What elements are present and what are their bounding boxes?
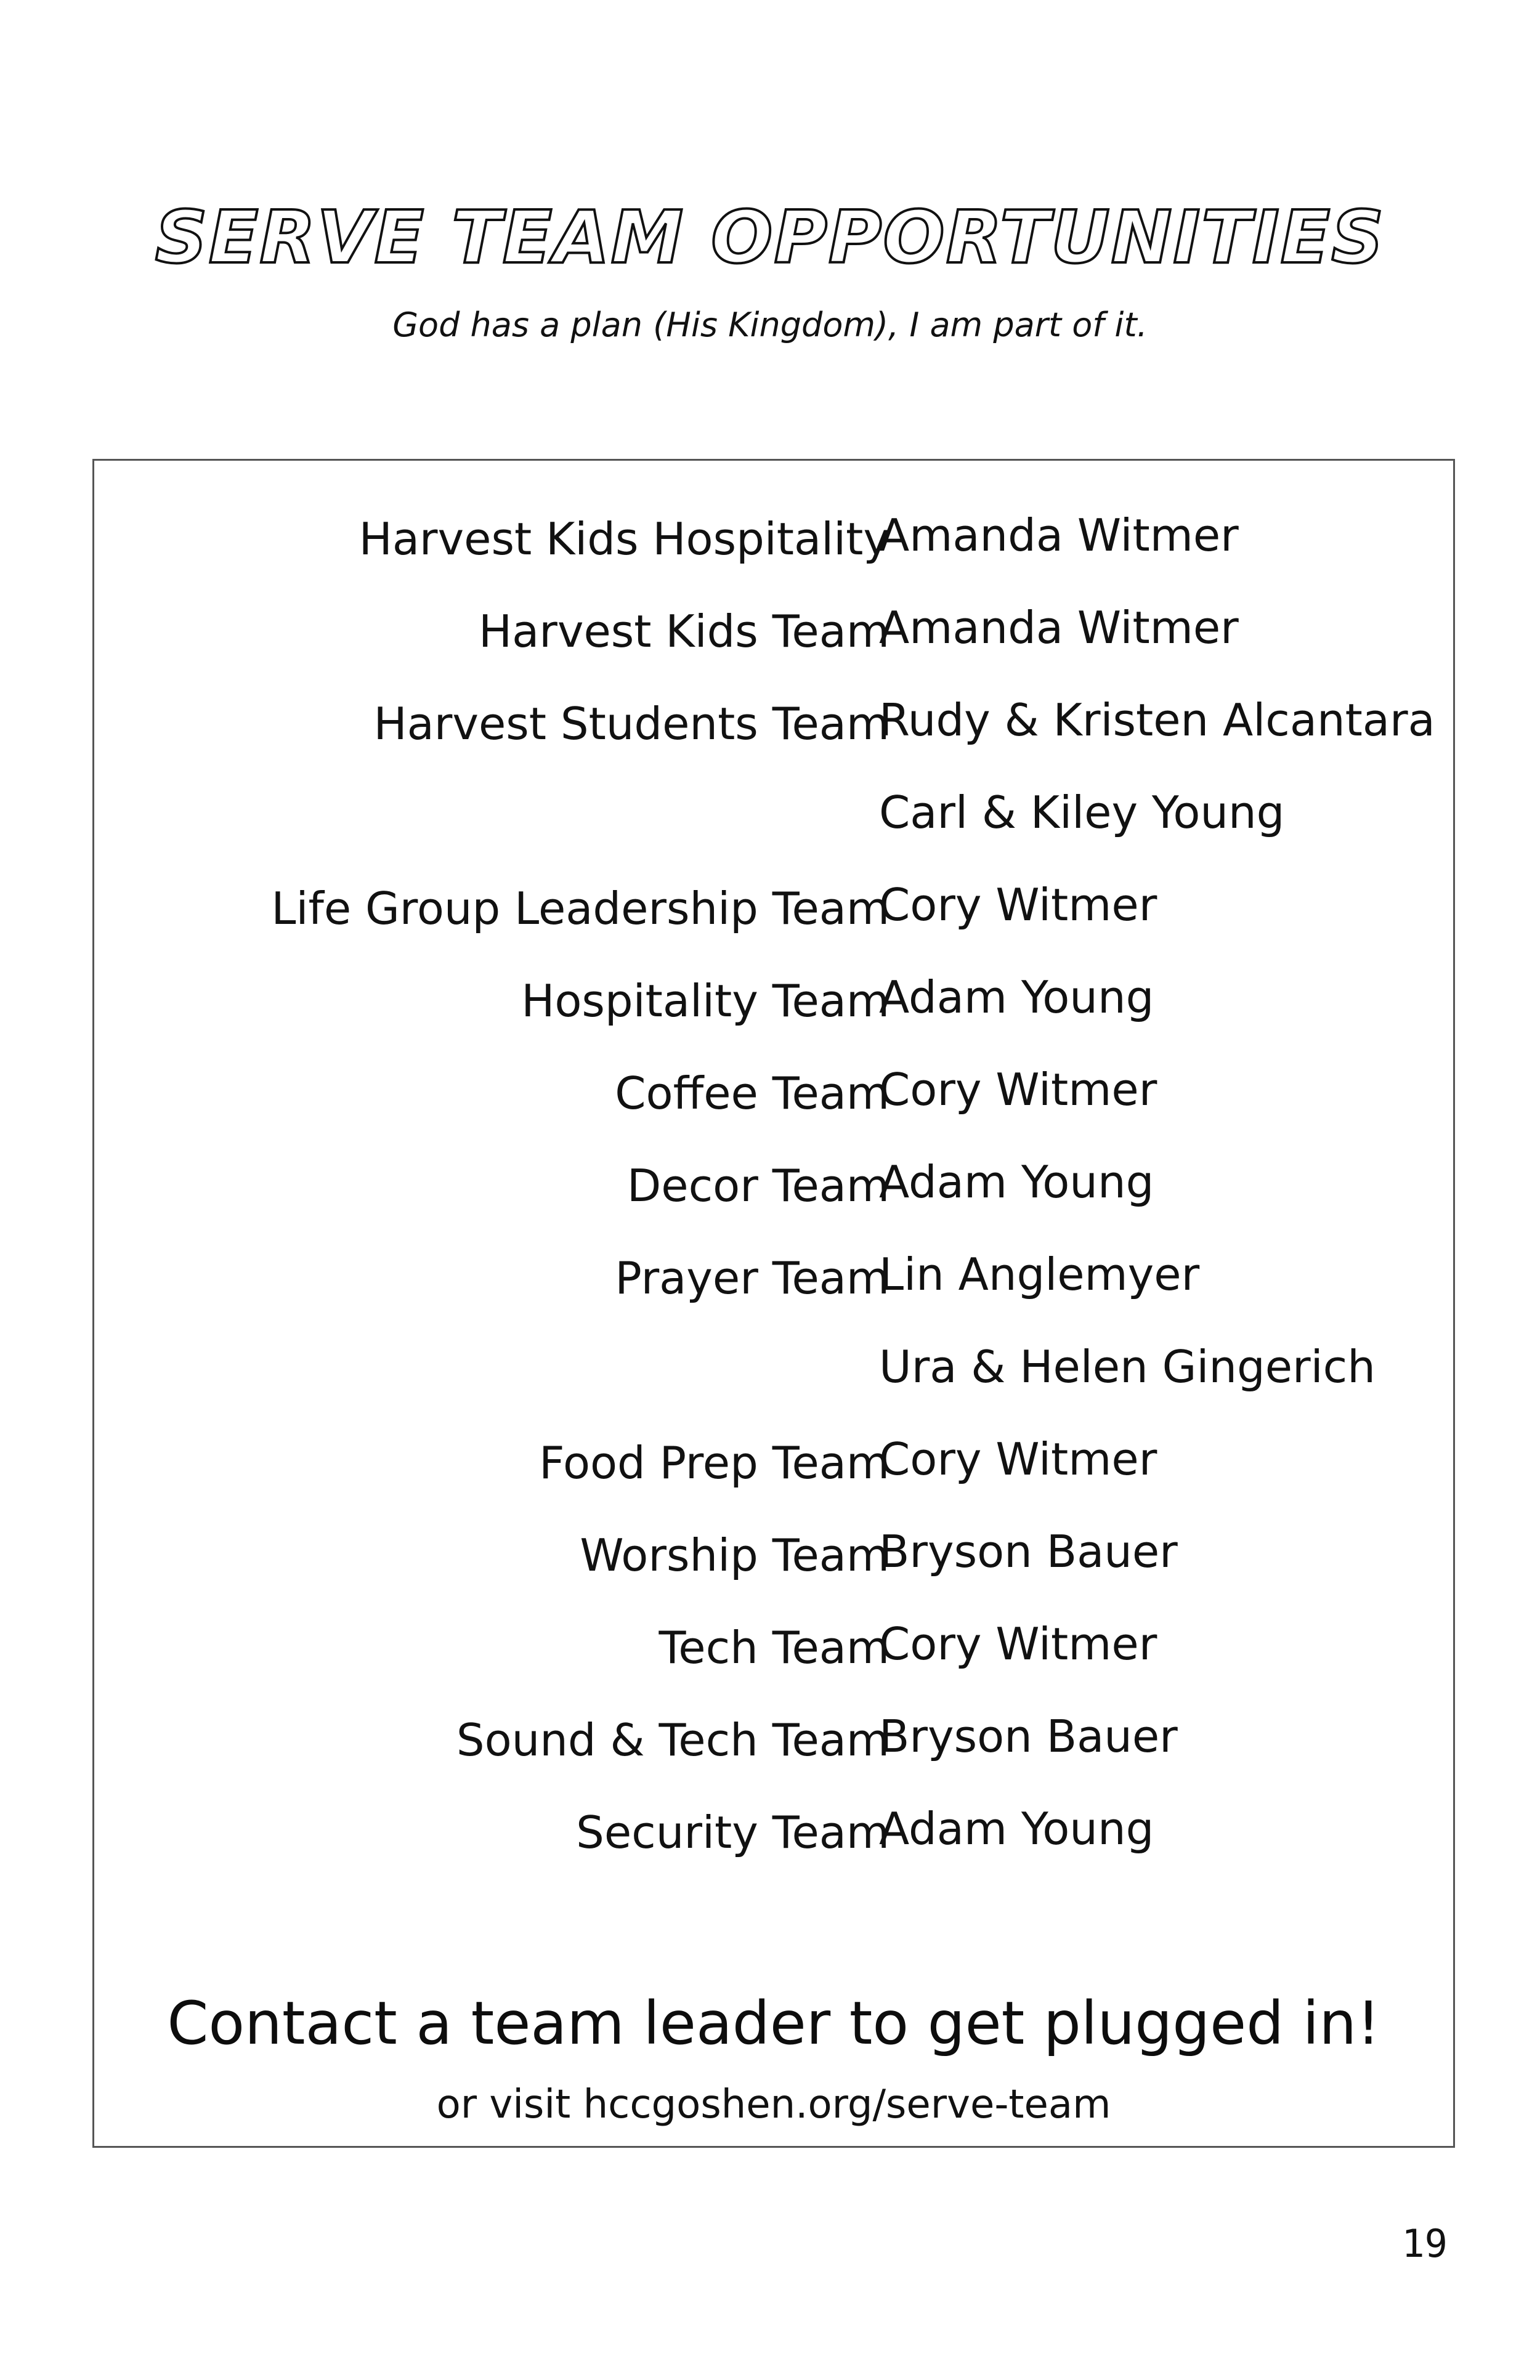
team-row [92, 1343, 1455, 1435]
team-leader: Amanda Witmer [879, 509, 1239, 561]
team-name: Hospitality Team [521, 975, 890, 1027]
team-row [92, 1712, 1455, 1805]
team-leader: Cory Witmer [879, 1618, 1157, 1670]
team-name: Prayer Team [615, 1252, 890, 1304]
team-row [92, 788, 1455, 881]
team-leader: Rudy & Kristen Alcantara [879, 694, 1435, 746]
team-leader: Bryson Bauer [879, 1710, 1178, 1762]
team-row [92, 973, 1455, 1066]
website-note: or visit hccgoshen.org/serve-team [436, 2082, 1111, 2127]
team-leader: Cory Witmer [879, 1433, 1157, 1485]
team-name: Food Prep Team [539, 1437, 890, 1489]
team-leader: Cory Witmer [879, 879, 1157, 931]
team-row [92, 1158, 1455, 1250]
team-row [92, 696, 1455, 788]
team-name: Tech Team [659, 1622, 890, 1674]
team-name: Harvest Kids Team [478, 605, 890, 657]
page-title: SERVE TEAM OPPORTUNITIES [155, 195, 1385, 280]
team-name: Decor Team [626, 1160, 890, 1212]
team-list [92, 511, 1455, 1897]
team-leader: Adam Young [879, 1803, 1154, 1855]
team-leader: Amanda Witmer [879, 602, 1239, 654]
team-name: Harvest Students Team [373, 698, 890, 750]
team-leader: Lin Anglemyer [879, 1249, 1200, 1300]
team-leader: Ura & Helen Gingerich [879, 1341, 1376, 1393]
team-name: Sound & Tech Team [456, 1714, 890, 1766]
team-row [92, 604, 1455, 696]
team-row [92, 1435, 1455, 1528]
contact-call-to-action: Contact a team leader to get plugged in! [167, 1989, 1380, 2058]
team-row [92, 1250, 1455, 1343]
team-name: Life Group Leadership Team [271, 883, 890, 934]
page-subtitle: God has a plan (His Kingdom), I am part of it. [392, 306, 1148, 344]
team-name: Coffee Team [615, 1067, 890, 1119]
team-leader: Cory Witmer [879, 1064, 1157, 1115]
team-name: Worship Team [580, 1529, 890, 1581]
team-leader: Bryson Bauer [879, 1526, 1178, 1577]
team-row [92, 1528, 1455, 1620]
team-row [92, 1805, 1455, 1897]
team-row [92, 1066, 1455, 1158]
team-row [92, 511, 1455, 604]
team-row [92, 881, 1455, 973]
team-name: Security Team [576, 1807, 890, 1858]
team-leader: Adam Young [879, 1156, 1154, 1208]
team-row [92, 1620, 1455, 1712]
page-number: 19 [1401, 2221, 1448, 2266]
team-leader: Carl & Kiley Young [879, 787, 1285, 838]
team-leader: Adam Young [879, 971, 1154, 1023]
team-name: Harvest Kids Hospitality [359, 513, 890, 565]
